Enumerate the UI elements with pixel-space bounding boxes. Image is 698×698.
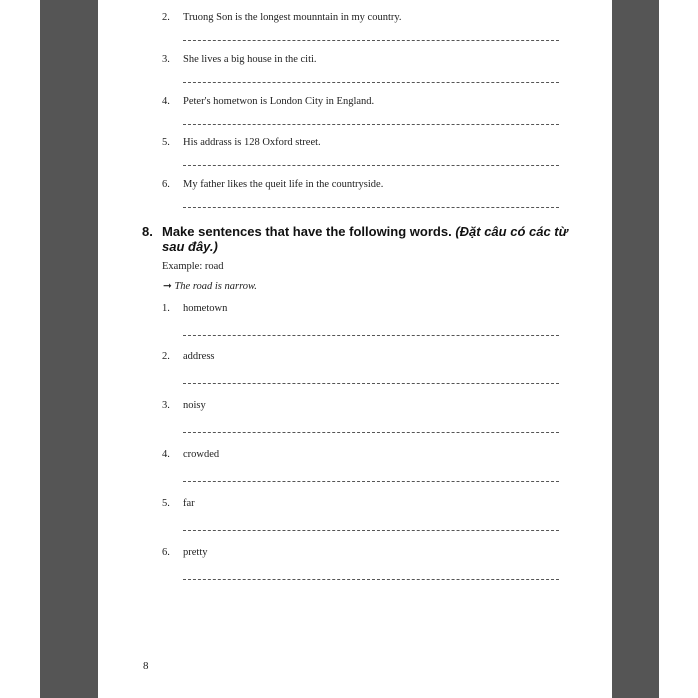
answer-line xyxy=(183,124,559,125)
answer-line xyxy=(183,207,559,208)
answer-line xyxy=(183,481,559,482)
word-item xyxy=(162,400,206,411)
sentence-item xyxy=(162,96,374,107)
answer-line xyxy=(183,335,559,336)
right-page-margin xyxy=(612,0,659,698)
item-number: 2. xyxy=(162,351,170,362)
item-text: crowded xyxy=(183,449,220,460)
sentence-item xyxy=(162,54,317,65)
item-number: 5. xyxy=(162,137,170,148)
item-text: Peter's hometwon is London City in England. xyxy=(183,96,375,107)
page-number: 8 xyxy=(143,660,149,672)
left-page-margin xyxy=(40,0,98,698)
arrow-icon: ➞ xyxy=(163,281,172,292)
example-answer-row xyxy=(163,280,257,292)
word-item xyxy=(162,547,208,558)
answer-line xyxy=(183,383,559,384)
exercise-title: Make sentences that have the following words. xyxy=(162,224,452,239)
item-text: My father likes the queit life in the countryside. xyxy=(183,179,384,190)
word-item xyxy=(162,351,215,362)
item-text: She lives a big house in the citi. xyxy=(183,54,317,65)
item-number: 5. xyxy=(162,498,170,509)
example-answer: The road is narrow. xyxy=(174,281,257,292)
word-item xyxy=(162,449,219,460)
item-number: 2. xyxy=(162,12,170,23)
item-number: 6. xyxy=(162,179,170,190)
item-text: pretty xyxy=(183,547,208,558)
answer-line xyxy=(183,40,559,41)
sentence-item xyxy=(162,137,321,148)
item-number: 4. xyxy=(162,449,170,460)
exercise-number: 8. xyxy=(142,224,153,239)
sentence-item xyxy=(162,179,383,190)
exercise-subtitle: (Đặt câu có các từ xyxy=(455,224,568,239)
answer-line xyxy=(183,530,559,531)
exercise-heading xyxy=(142,224,592,254)
answer-line xyxy=(183,82,559,83)
sentence-item xyxy=(162,12,402,23)
item-text: Truong Son is the longest mounntain in my country. xyxy=(183,12,402,23)
example-label: Example: road xyxy=(162,261,224,272)
item-number: 1. xyxy=(162,303,170,314)
item-number: 3. xyxy=(162,400,170,411)
item-number: 4. xyxy=(162,96,170,107)
item-number: 6. xyxy=(162,547,170,558)
answer-line xyxy=(183,579,559,580)
item-text: address xyxy=(183,351,215,362)
item-text: noisy xyxy=(183,400,206,411)
answer-line xyxy=(183,165,559,166)
item-number: 3. xyxy=(162,54,170,65)
item-text: His addrass is 128 Oxford street. xyxy=(183,137,321,148)
item-text: hometown xyxy=(183,303,228,314)
exercise-subtitle-cont: sau đây.) xyxy=(162,239,218,254)
item-text: far xyxy=(183,498,195,509)
answer-line xyxy=(183,432,559,433)
word-item xyxy=(162,303,227,314)
word-item xyxy=(162,498,195,509)
